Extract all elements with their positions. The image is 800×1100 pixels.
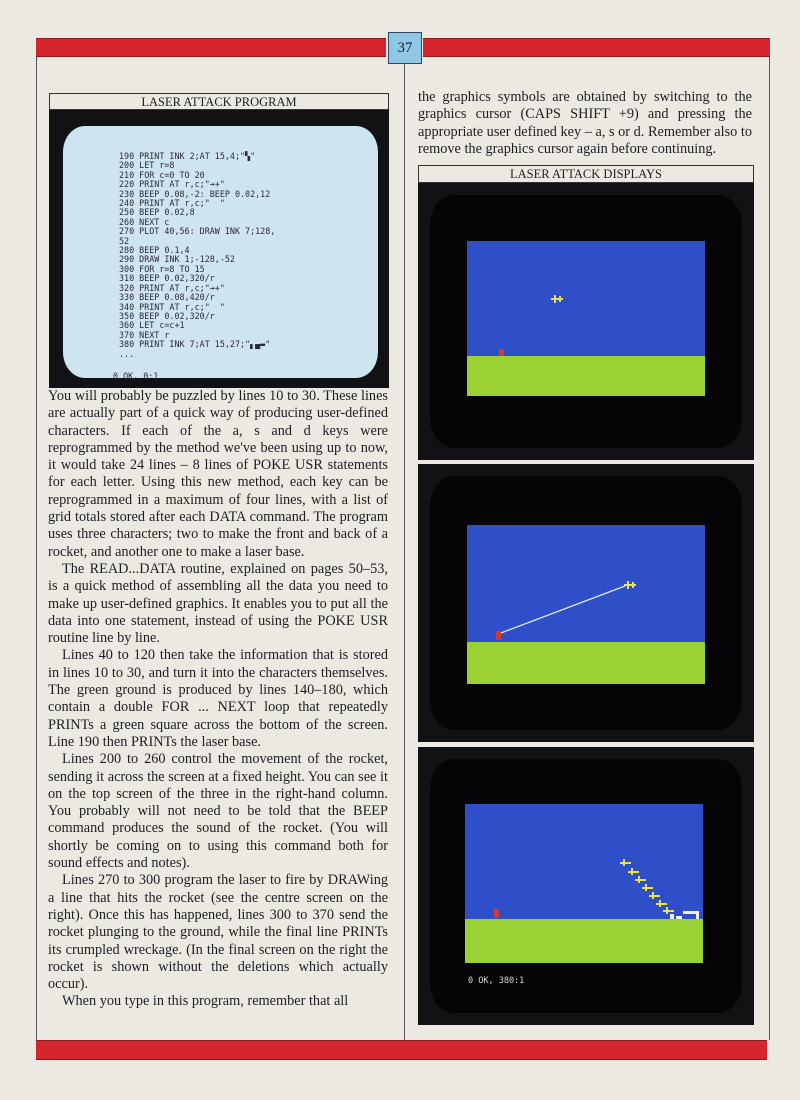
program-line: 270 PLOT 40,56: DRAW INK 7;128, <box>119 226 276 237</box>
paragraph: When you type in this program, remember that all <box>62 993 349 1010</box>
program-line: 200 LET r=8 <box>119 160 175 171</box>
sky <box>465 804 703 919</box>
program-line: 260 NEXT c <box>119 216 170 227</box>
program-line: 250 BEEP 0.02,8 <box>119 207 195 218</box>
paragraph: The READ...DATA routine, explained on pages 50–53, is a quick method of assembling all the data you need to make up user-defined graphics. It enables you to put all the data into one statement, instead of using the POKE USR routine line by line. <box>48 560 388 647</box>
program-line: 220 PRINT AT r,c;"➔+" <box>119 179 225 190</box>
display-1-graphic <box>430 195 742 448</box>
ground <box>467 642 705 684</box>
paragraph: You will probably be puzzled by lines 10 to 30. These lines are actually part of a quick way of producing user-defined characters. If each of the a, s and d keys were reprogrammed by the method we've been using up to now, it would take 24 lines – 8 lines of POKE USR statements for each letter. Using this new method, each key can be reprogrammed in a maximum of four lines, with a list of grid totals stored after each DATA command. The program uses three characters; two to make the front and back of a rocket, and another one to make a laser base. <box>48 388 388 560</box>
program-line: 360 LET c=c+1 <box>119 320 185 331</box>
program-line: 240 PRINT AT r,c;" " <box>119 198 225 209</box>
screen-3-status: 0 OK, 380:1 <box>468 976 525 986</box>
header-bar-left <box>36 38 386 57</box>
frame-line-left <box>36 57 37 1040</box>
program-status-line: 0 OK, 0:1 <box>113 370 159 381</box>
paragraph: Lines 200 to 260 control the movement of the rocket, sending it across the screen at a fixed height. You can see it on the top screen of the three in the right-hand column. You probably will not need to be told that the BEEP command produces the sound of the rocket. (You will shortly be coming on to using this command both for sound effects and notes). <box>48 751 388 872</box>
left-column-text <box>48 388 388 1011</box>
program-line: ... <box>119 348 135 359</box>
sky <box>467 241 705 356</box>
program-line: 210 FOR c=0 TO 20 <box>119 169 205 180</box>
paragraph: the graphics symbols are obtained by switching to the graphics cursor (CAPS SHIFT +9) and pressing the appropriate user defined key – a, s or d. Remember also to remove the graphics cursor again before continuing. <box>418 89 752 157</box>
program-line: 280 BEEP 0.1,4 <box>119 245 190 256</box>
program-listing-photo <box>49 110 389 388</box>
program-line: 290 DRAW INK 1;-128,-52 <box>119 254 235 265</box>
display-screen-1 <box>418 183 754 460</box>
laser-base <box>494 909 499 918</box>
program-listing-screen <box>63 126 378 381</box>
display-screen-3 <box>418 747 754 1025</box>
laser-base <box>499 349 504 356</box>
header-bar-right <box>423 38 770 57</box>
program-line: 320 PRINT AT r,c;"➔+" <box>119 282 225 293</box>
program-line: 330 BEEP 0.08,420/r <box>119 292 215 303</box>
display-3-graphic <box>430 759 742 1013</box>
laser-base <box>496 631 501 640</box>
ground <box>465 919 703 963</box>
tv-frame <box>430 195 742 448</box>
right-column-text <box>418 89 752 158</box>
sky <box>467 525 705 642</box>
tv-frame <box>430 476 742 730</box>
program-line: 52 <box>119 235 130 246</box>
program-caption: LASER ATTACK PROGRAM <box>49 93 389 110</box>
program-line: 190 PRINT INK 2;AT 15,4;"▚" <box>119 151 256 161</box>
page-number: 37 <box>388 32 422 64</box>
program-line: 380 PRINT INK 7;AT 15,27;"▖▄▬" <box>119 339 271 350</box>
program-line: 310 BEEP 0.02,320/r <box>119 273 215 284</box>
program-line: 370 NEXT r <box>119 329 170 340</box>
displays-caption: LASER ATTACK DISPLAYS <box>418 165 754 183</box>
frame-line-right <box>769 57 770 1040</box>
program-line: 340 PRINT AT r,c;" " <box>119 301 225 312</box>
display-screen-2 <box>418 464 754 742</box>
display-2-graphic <box>430 476 742 730</box>
footer-bar <box>36 1040 767 1060</box>
column-divider <box>404 64 405 1040</box>
program-line: 350 BEEP 0.02,320/r <box>119 310 215 321</box>
ground <box>467 356 705 396</box>
paragraph: Lines 40 to 120 then take the information that is stored in lines 10 to 30, and turn it into the characters themselves. The green ground is produced by lines 140–180, which contain a double FOR ... NEXT loop that repeatedly PRINTs a green square across the bottom of the screen. Line 190 then PRINTs the laser base. <box>48 647 388 750</box>
program-listing-lines <box>119 152 358 359</box>
tv-frame <box>430 759 742 1013</box>
program-line: 300 FOR r=8 TO 15 <box>119 263 205 274</box>
program-line: 230 BEEP 0.08,-2: BEEP 0.02,12 <box>119 188 271 199</box>
paragraph: Lines 270 to 300 program the laser to fire by DRAWing a line that hits the rocket (see the centre screen on the right). Once this has happened, lines 300 to 370 send the rocket plunging to the ground, while the final line PRINTs its crumpled wreckage. (In the final screen on the right the rocket is shown without the deletions which actually occur). <box>48 872 388 993</box>
